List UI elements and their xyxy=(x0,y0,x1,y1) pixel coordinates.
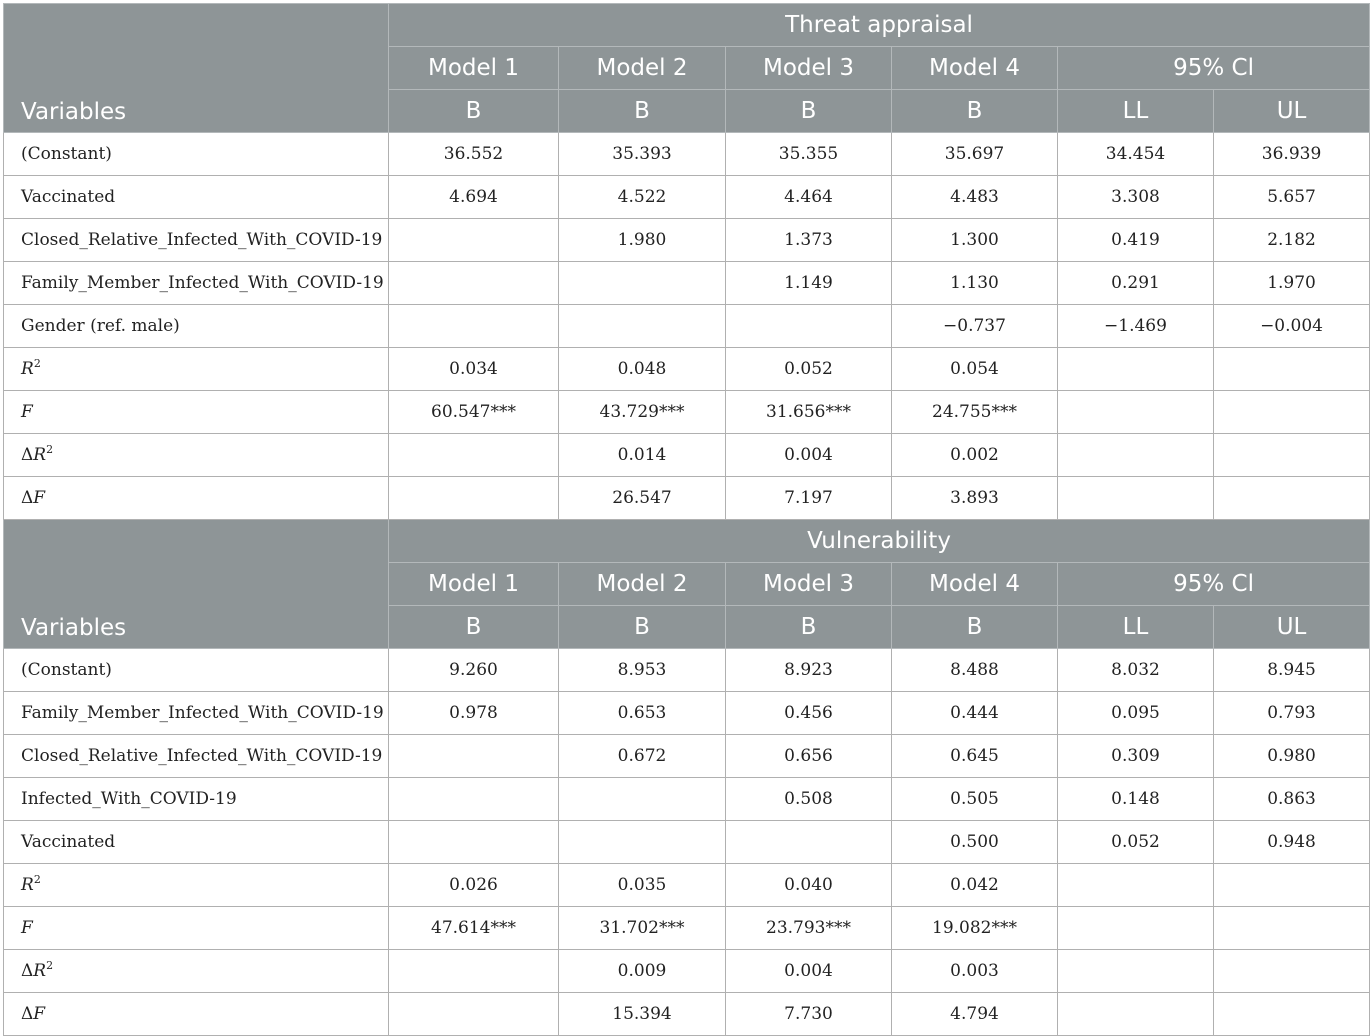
cell-value xyxy=(389,735,559,778)
cell-value: −1.469 xyxy=(1058,305,1214,348)
cell-value: 0.863 xyxy=(1214,778,1370,821)
cell-value: 31.656*** xyxy=(726,391,892,434)
cell-value: 0.500 xyxy=(892,821,1058,864)
cell-value: 1.300 xyxy=(892,219,1058,262)
model-header: Model 2 xyxy=(559,563,726,606)
stat-symbol: F xyxy=(21,918,33,938)
cell-value xyxy=(1214,993,1370,1036)
cell-value: 1.373 xyxy=(726,219,892,262)
cell-value: 0.980 xyxy=(1214,735,1370,778)
stat-label xyxy=(4,477,389,520)
stat-superscript: 2 xyxy=(46,443,54,456)
cell-value: 36.552 xyxy=(389,133,559,176)
cell-value xyxy=(389,950,559,993)
stat-label xyxy=(4,391,389,434)
cell-value xyxy=(559,778,726,821)
table-row xyxy=(4,778,1370,821)
stat-row xyxy=(4,477,1370,520)
cell-value: 31.702*** xyxy=(559,907,726,950)
cell-value: 8.953 xyxy=(559,649,726,692)
stat-symbol: R xyxy=(33,961,47,981)
cell-value: 4.464 xyxy=(726,176,892,219)
cell-value: 60.547*** xyxy=(389,391,559,434)
cell-value: 0.048 xyxy=(559,348,726,391)
stat-symbol: R xyxy=(33,445,47,465)
column-subheader: UL xyxy=(1214,606,1370,649)
cell-value: 36.939 xyxy=(1214,133,1370,176)
cell-value: 0.002 xyxy=(892,434,1058,477)
cell-value: 43.729*** xyxy=(559,391,726,434)
stat-row xyxy=(4,434,1370,477)
cell-value: 0.291 xyxy=(1058,262,1214,305)
stat-prefix: Δ xyxy=(21,445,34,465)
cell-value xyxy=(559,821,726,864)
row-label: Infected_With_COVID-19 xyxy=(4,778,389,821)
column-subheader: B xyxy=(726,606,892,649)
section-title: Threat appraisal xyxy=(389,4,1370,47)
stat-superscript: 2 xyxy=(33,873,41,886)
stat-symbol: F xyxy=(33,1004,46,1024)
cell-value: 0.309 xyxy=(1058,735,1214,778)
row-label: (Constant) xyxy=(4,649,389,692)
model-header: Model 1 xyxy=(389,47,559,90)
cell-value: 23.793*** xyxy=(726,907,892,950)
stat-symbol: F xyxy=(33,488,46,508)
cell-value: 1.149 xyxy=(726,262,892,305)
cell-value xyxy=(1058,950,1214,993)
cell-value: 4.794 xyxy=(892,993,1058,1036)
cell-value: 35.697 xyxy=(892,133,1058,176)
model-header: Model 4 xyxy=(892,47,1058,90)
cell-value: 4.522 xyxy=(559,176,726,219)
model-header: Model 4 xyxy=(892,563,1058,606)
cell-value: 0.042 xyxy=(892,864,1058,907)
cell-value: 0.040 xyxy=(726,864,892,907)
cell-value xyxy=(389,778,559,821)
table-row xyxy=(4,176,1370,219)
cell-value xyxy=(1214,434,1370,477)
cell-value: 24.755*** xyxy=(892,391,1058,434)
ci-header: 95% Cl xyxy=(1058,47,1370,90)
table-row xyxy=(4,219,1370,262)
cell-value xyxy=(1214,391,1370,434)
row-label: Vaccinated xyxy=(4,176,389,219)
cell-value: 0.052 xyxy=(726,348,892,391)
column-subheader: B xyxy=(389,606,559,649)
cell-value: 34.454 xyxy=(1058,133,1214,176)
variables-header: Variables xyxy=(4,4,389,133)
table-row xyxy=(4,821,1370,864)
cell-value xyxy=(389,821,559,864)
cell-value xyxy=(1214,950,1370,993)
section-title-row xyxy=(4,4,1370,47)
cell-value xyxy=(559,305,726,348)
column-subheader: B xyxy=(389,90,559,133)
cell-value: 0.052 xyxy=(1058,821,1214,864)
cell-value: 0.026 xyxy=(389,864,559,907)
cell-value xyxy=(389,219,559,262)
cell-value: 0.948 xyxy=(1214,821,1370,864)
cell-value xyxy=(1214,907,1370,950)
cell-value: 0.978 xyxy=(389,692,559,735)
stat-superscript: 2 xyxy=(33,357,41,370)
cell-value: −0.004 xyxy=(1214,305,1370,348)
table-row xyxy=(4,133,1370,176)
cell-value: 0.456 xyxy=(726,692,892,735)
cell-value: 0.004 xyxy=(726,950,892,993)
row-label: Closed_Relative_Infected_With_COVID-19 xyxy=(4,219,389,262)
cell-value: 0.004 xyxy=(726,434,892,477)
cell-value xyxy=(1214,348,1370,391)
stat-row xyxy=(4,907,1370,950)
cell-value: 0.419 xyxy=(1058,219,1214,262)
stat-superscript: 2 xyxy=(46,959,54,972)
column-subheader: B xyxy=(559,90,726,133)
table-row xyxy=(4,649,1370,692)
cell-value: 19.082*** xyxy=(892,907,1058,950)
cell-value xyxy=(726,821,892,864)
table-row xyxy=(4,735,1370,778)
cell-value xyxy=(389,434,559,477)
cell-value xyxy=(389,262,559,305)
column-subheader: B xyxy=(726,90,892,133)
model-header: Model 1 xyxy=(389,563,559,606)
stat-label xyxy=(4,348,389,391)
cell-value: 15.394 xyxy=(559,993,726,1036)
cell-value: 1.980 xyxy=(559,219,726,262)
cell-value xyxy=(389,477,559,520)
cell-value: 8.032 xyxy=(1058,649,1214,692)
cell-value: 8.923 xyxy=(726,649,892,692)
column-subheader: B xyxy=(892,606,1058,649)
cell-value xyxy=(1058,391,1214,434)
cell-value xyxy=(389,993,559,1036)
stat-prefix: Δ xyxy=(21,961,34,981)
cell-value: 0.003 xyxy=(892,950,1058,993)
cell-value xyxy=(726,305,892,348)
cell-value: 0.793 xyxy=(1214,692,1370,735)
stat-label xyxy=(4,864,389,907)
cell-value: 2.182 xyxy=(1214,219,1370,262)
row-label: (Constant) xyxy=(4,133,389,176)
cell-value: 35.355 xyxy=(726,133,892,176)
cell-value: −0.737 xyxy=(892,305,1058,348)
cell-value: 7.197 xyxy=(726,477,892,520)
row-label: Closed_Relative_Infected_With_COVID-19 xyxy=(4,735,389,778)
table-row xyxy=(4,305,1370,348)
cell-value: 0.653 xyxy=(559,692,726,735)
stat-row xyxy=(4,391,1370,434)
column-subheader: LL xyxy=(1058,606,1214,649)
cell-value: 0.009 xyxy=(559,950,726,993)
cell-value: 0.444 xyxy=(892,692,1058,735)
cell-value: 0.505 xyxy=(892,778,1058,821)
cell-value: 0.035 xyxy=(559,864,726,907)
cell-value: 9.260 xyxy=(389,649,559,692)
stat-prefix: Δ xyxy=(21,1004,34,1024)
cell-value: 35.393 xyxy=(559,133,726,176)
stat-prefix: Δ xyxy=(21,488,34,508)
cell-value: 0.014 xyxy=(559,434,726,477)
stat-label xyxy=(4,993,389,1036)
cell-value: 1.130 xyxy=(892,262,1058,305)
stat-row xyxy=(4,993,1370,1036)
cell-value: 0.034 xyxy=(389,348,559,391)
cell-value: 8.945 xyxy=(1214,649,1370,692)
model-header: Model 3 xyxy=(726,563,892,606)
model-header: Model 2 xyxy=(559,47,726,90)
cell-value xyxy=(1058,434,1214,477)
stat-symbol: F xyxy=(21,402,33,422)
cell-value: 0.095 xyxy=(1058,692,1214,735)
cell-value: 8.488 xyxy=(892,649,1058,692)
stat-label xyxy=(4,434,389,477)
stat-row xyxy=(4,864,1370,907)
row-label: Family_Member_Infected_With_COVID-19 xyxy=(4,262,389,305)
cell-value: 7.730 xyxy=(726,993,892,1036)
column-subheader: B xyxy=(559,606,726,649)
section-title: Vulnerability xyxy=(389,520,1370,563)
ci-header: 95% Cl xyxy=(1058,563,1370,606)
cell-value: 3.893 xyxy=(892,477,1058,520)
cell-value xyxy=(1058,993,1214,1036)
cell-value: 0.645 xyxy=(892,735,1058,778)
table-row xyxy=(4,262,1370,305)
stat-row xyxy=(4,950,1370,993)
variables-header: Variables xyxy=(4,520,389,649)
column-subheader: B xyxy=(892,90,1058,133)
section-title-row xyxy=(4,520,1370,563)
column-subheader: LL xyxy=(1058,90,1214,133)
table-row xyxy=(4,692,1370,735)
cell-value xyxy=(1214,864,1370,907)
cell-value xyxy=(1214,477,1370,520)
cell-value: 0.656 xyxy=(726,735,892,778)
cell-value xyxy=(1058,864,1214,907)
cell-value xyxy=(389,305,559,348)
cell-value: 26.547 xyxy=(559,477,726,520)
stat-label xyxy=(4,950,389,993)
cell-value: 0.148 xyxy=(1058,778,1214,821)
regression-table xyxy=(3,3,1370,1036)
cell-value xyxy=(1058,348,1214,391)
cell-value: 3.308 xyxy=(1058,176,1214,219)
cell-value: 1.970 xyxy=(1214,262,1370,305)
cell-value: 0.508 xyxy=(726,778,892,821)
cell-value: 4.694 xyxy=(389,176,559,219)
row-label: Vaccinated xyxy=(4,821,389,864)
cell-value xyxy=(1058,907,1214,950)
model-header: Model 3 xyxy=(726,47,892,90)
cell-value xyxy=(1058,477,1214,520)
row-label: Gender (ref. male) xyxy=(4,305,389,348)
column-subheader: UL xyxy=(1214,90,1370,133)
stat-symbol: R xyxy=(21,875,34,895)
cell-value: 4.483 xyxy=(892,176,1058,219)
cell-value xyxy=(559,262,726,305)
stat-symbol: R xyxy=(21,359,34,379)
cell-value: 47.614*** xyxy=(389,907,559,950)
cell-value: 0.054 xyxy=(892,348,1058,391)
row-label: Family_Member_Infected_With_COVID-19 xyxy=(4,692,389,735)
cell-value: 5.657 xyxy=(1214,176,1370,219)
stat-label xyxy=(4,907,389,950)
cell-value: 0.672 xyxy=(559,735,726,778)
stat-row xyxy=(4,348,1370,391)
